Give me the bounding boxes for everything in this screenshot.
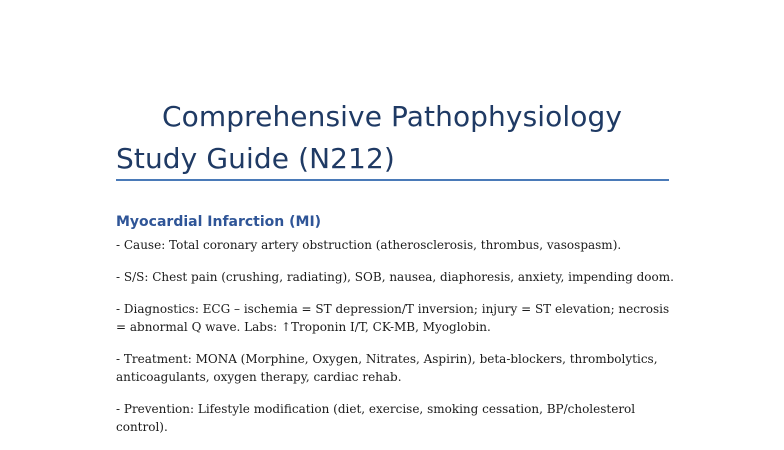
document-title: Comprehensive Pathophysiology Study Guide (N212) bbox=[116, 100, 623, 175]
paragraph-diagnostics: - Diagnostics: ECG – ischemia = ST depression/T inversion; injury = ST elevation; necrosis = abnormal Q wave. Labs: ↑Troponin I/T, CK-MB, Myoglobin. bbox=[116, 302, 670, 334]
paragraph-cause: - Cause: Total coronary artery obstruction (atherosclerosis, thrombus, vasospasm). bbox=[116, 238, 622, 252]
paragraph-treatment: - Treatment: MONA (Morphine, Oxygen, Nitrates, Aspirin), beta-blockers, thrombolytics, anticoagulants, oxygen therapy, cardiac rehab. bbox=[116, 352, 658, 384]
title-divider bbox=[116, 179, 669, 181]
paragraph-prevention: - Prevention: Lifestyle modification (diet, exercise, smoking cessation, BP/cholesterol control). bbox=[116, 402, 636, 434]
paragraph-signs-symptoms: - S/S: Chest pain (crushing, radiating), SOB, nausea, diaphoresis, anxiety, impending doom. bbox=[116, 270, 674, 284]
section-heading-mi: Myocardial Infarction (MI) bbox=[116, 214, 322, 230]
section-body-mi bbox=[116, 236, 676, 450]
